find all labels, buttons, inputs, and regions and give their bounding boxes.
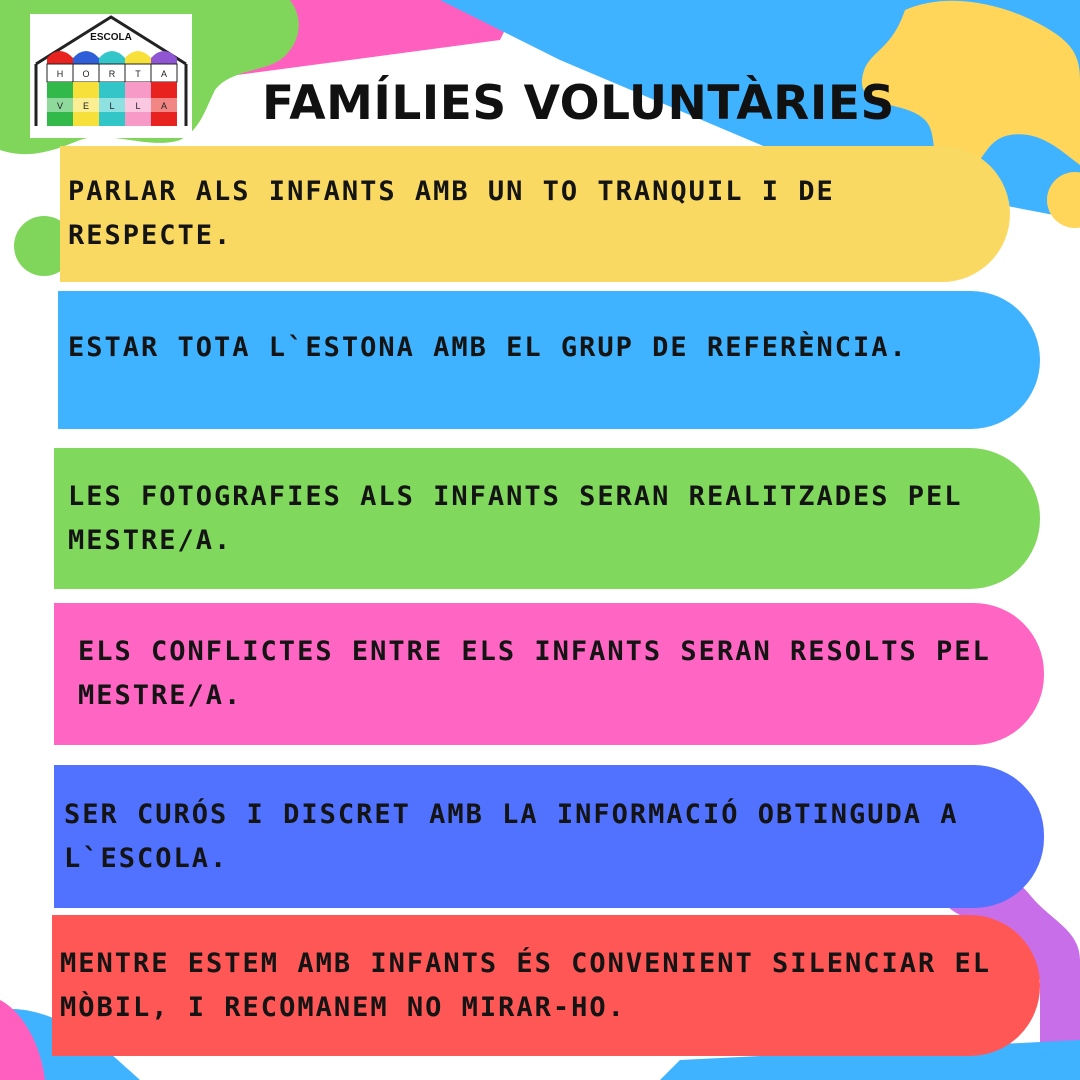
logo-letter-bottom-4: L	[135, 101, 141, 111]
rule-text-2: ESTAR TOTA L`ESTONA AMB EL GRUP DE REFERÈNCIA.	[68, 332, 908, 363]
logo-cell-middle-1	[47, 82, 73, 98]
logo-letter-top-3: R	[108, 69, 116, 79]
logo-cell-middle-2	[73, 82, 99, 98]
school-logo-graphic	[30, 14, 192, 138]
logo-cell-middle-3	[99, 82, 125, 98]
logo-letter-top-1: H	[56, 69, 64, 79]
logo-letter-top-4: T	[135, 69, 141, 79]
logo-cell-bottom-2	[73, 112, 99, 126]
logo-cell-middle-5	[151, 82, 177, 98]
rule-banner-6	[52, 915, 1040, 1056]
logo-letter-bottom-3: L	[109, 101, 115, 111]
logo-letter-top-2: O	[82, 69, 90, 79]
rule-text-1: PARLAR ALS INFANTS AMB UN TO TRANQUIL I DE RESPECTE.	[68, 176, 835, 251]
rule-banner-4	[54, 603, 1044, 745]
logo-letter-bottom-5: A	[160, 101, 168, 111]
logo-letter-top-5: A	[160, 69, 168, 79]
rule-text-4: ELS CONFLICTES ENTRE ELS INFANTS SERAN RESOLTS PEL MESTRE/A.	[78, 636, 991, 711]
rule-text-6: MENTRE ESTEM AMB INFANTS ÉS CONVENIENT SILENCIAR EL MÒBIL, I RECOMANEM NO MIRAR-HO.	[60, 947, 992, 1023]
logo-cell-bottom-1	[47, 112, 73, 126]
logo-cell-bottom-5	[151, 112, 177, 126]
logo-school-label: ESCOLA	[90, 32, 132, 43]
rule-banner-1	[60, 146, 1010, 282]
logo-cell-bottom-3	[99, 112, 125, 126]
rule-text-3: LES FOTOGRAFIES ALS INFANTS SERAN REALITZADES PEL MESTRE/A.	[68, 480, 963, 556]
logo-letter-bottom-2: E	[82, 101, 90, 111]
logo-cell-middle-4	[125, 82, 151, 98]
page-title: FAMÍLIES VOLUNTÀRIES	[262, 76, 895, 131]
rule-banner-5	[54, 765, 1044, 908]
rule-text-5: SER CURÓS I DISCRET AMB LA INFORMACIÓ OBTINGUDA A L`ESCOLA.	[64, 798, 959, 874]
school-logo	[30, 14, 192, 138]
logo-letter-bottom-1: V	[56, 101, 64, 111]
rule-banner-2	[58, 291, 1040, 429]
logo-cell-bottom-4	[125, 112, 151, 126]
rule-banner-3	[54, 448, 1040, 589]
